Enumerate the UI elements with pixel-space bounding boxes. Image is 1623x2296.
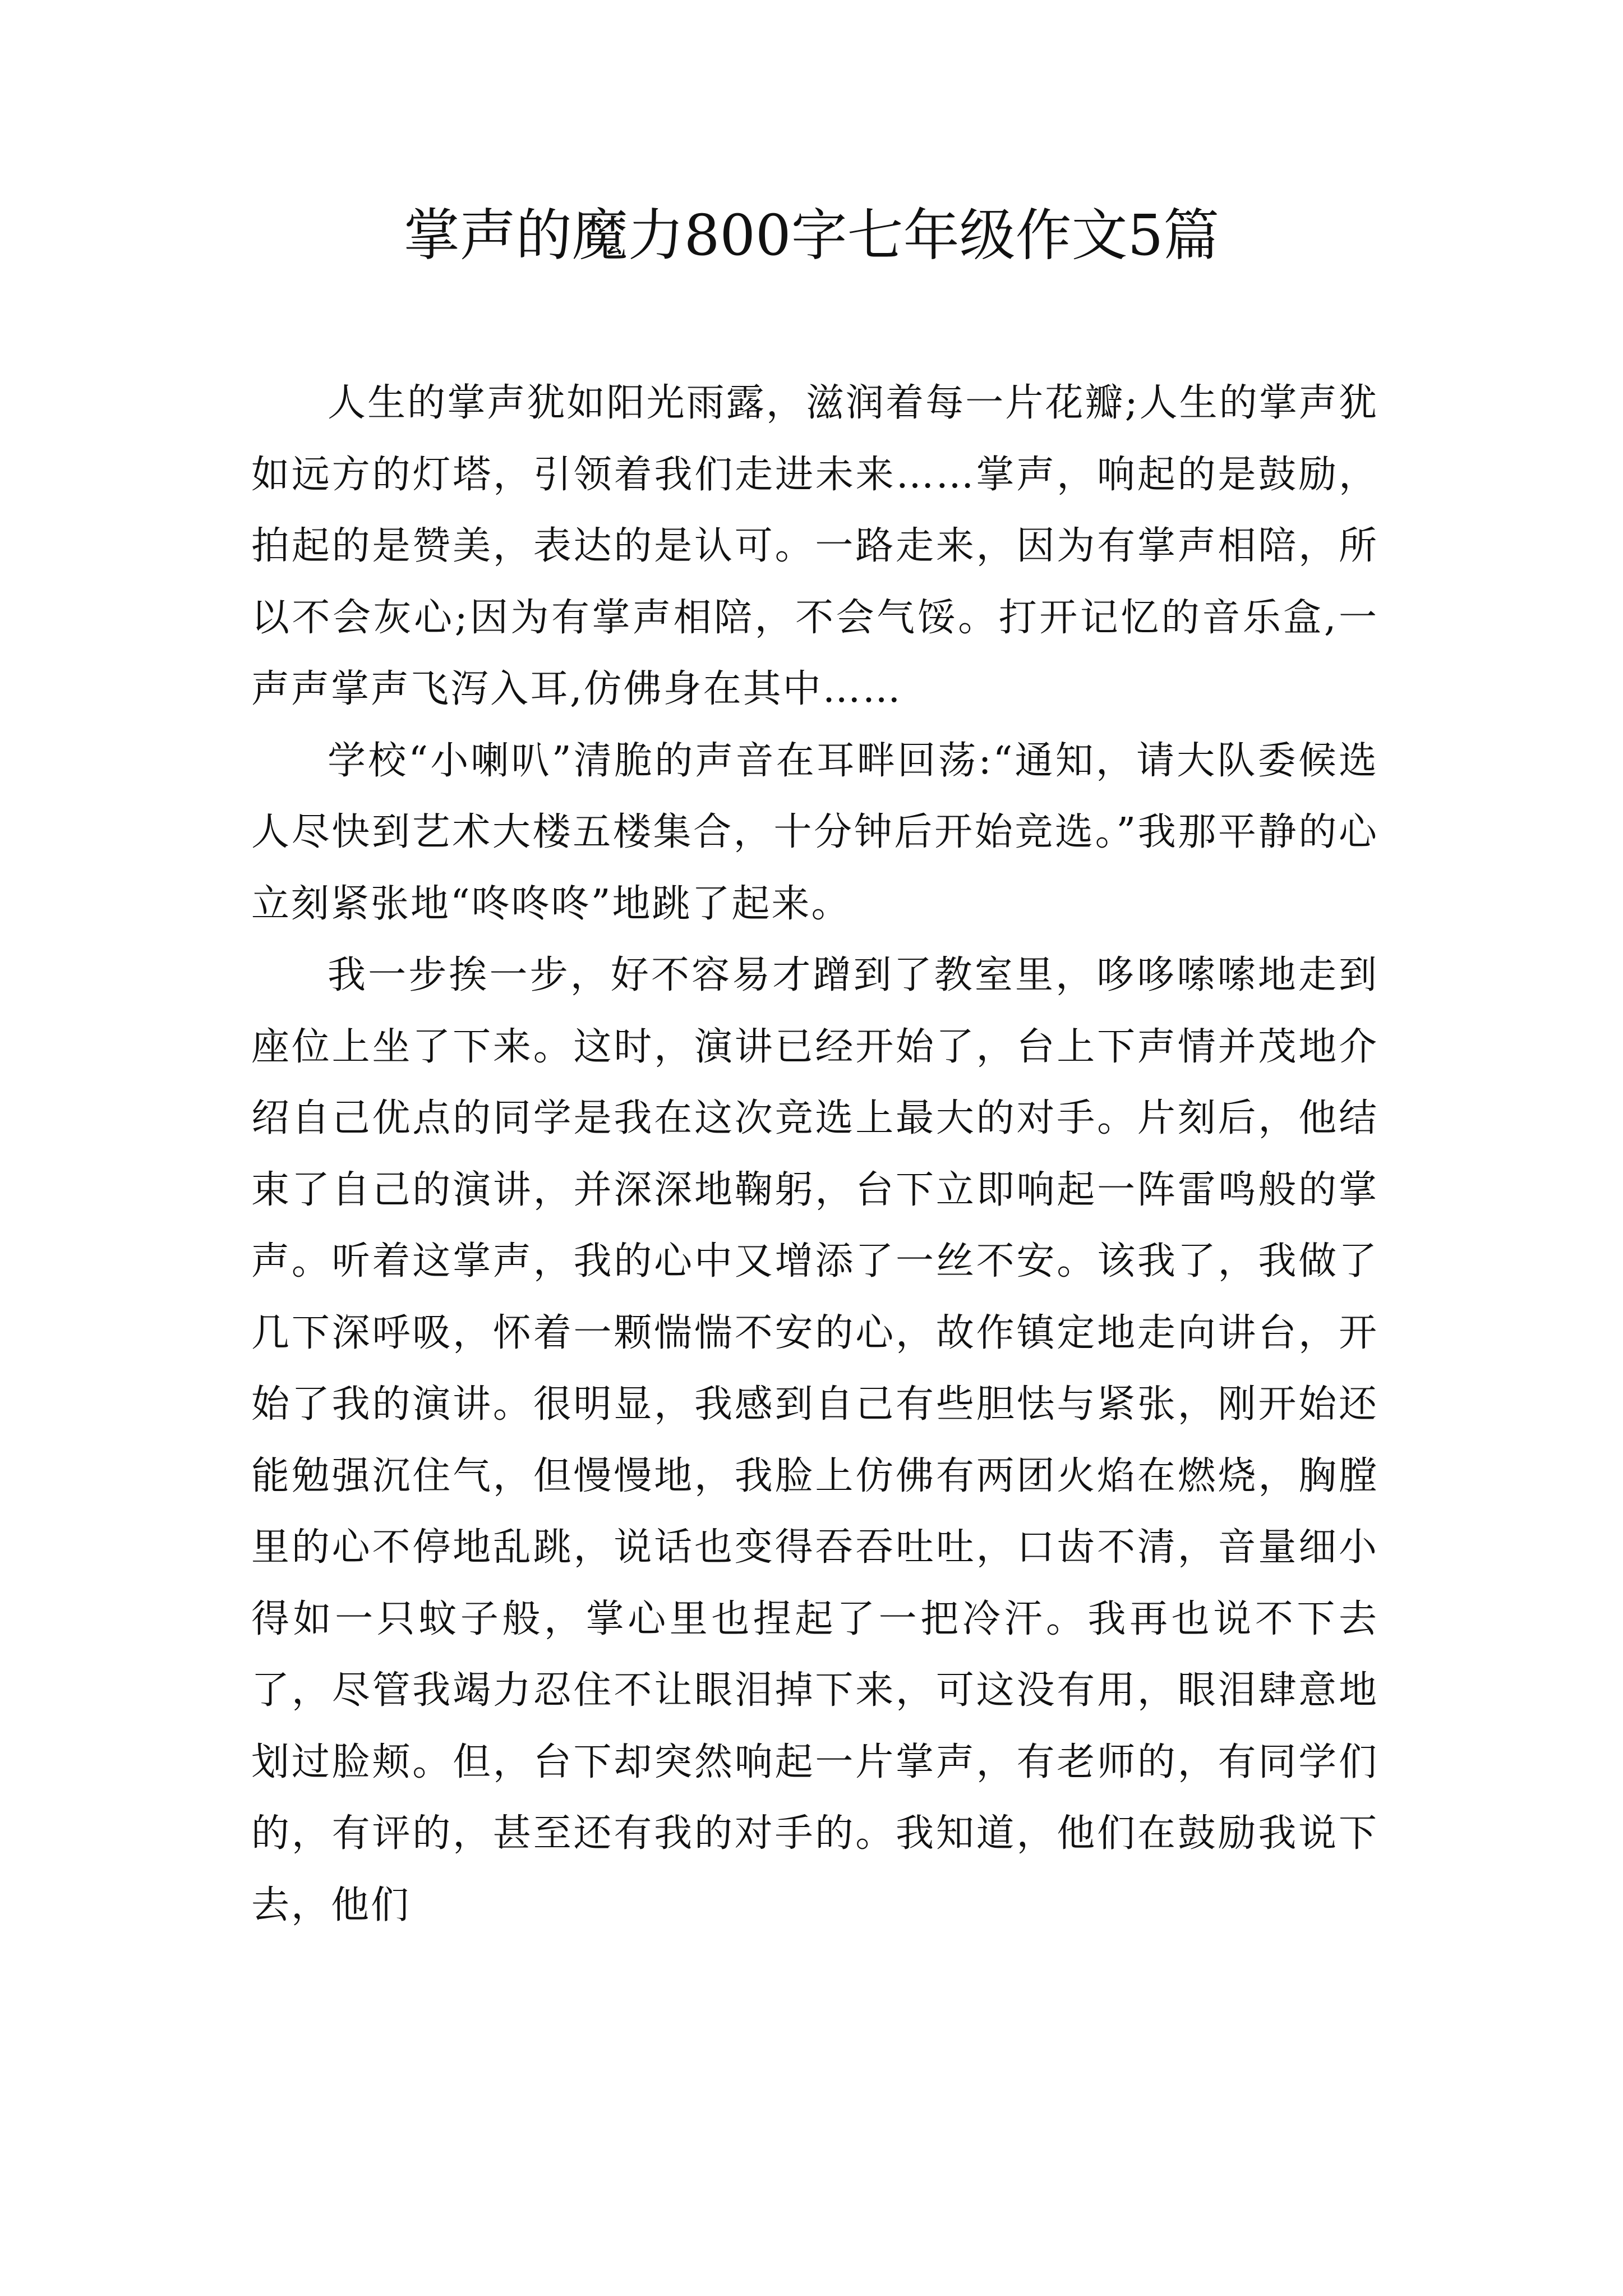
paragraph: 我一步挨一步，好不容易才蹭到了教室里，哆哆嗦嗦地走到座位上坐了下来。这时，演讲已经开始了，台上下声情并茂地介绍自己优点的同学是我在这次竞选上最大的对手。片刻后，他结束了自己的演讲，并深深地鞠躬，台下立即响起一阵雷鸣般的掌声。听着这掌声，我的心中又增添了一丝不安。该我了，我做了几下深呼吸，怀着一颗惴惴不安的心，故作镇定地走向讲台，开始了我的演讲。很明显，我感到自己有些胆怯与紧张，刚开始还能勉强沉住气，但慢慢地，我脸上仿佛有两团火焰在燃烧，胸膛里的心不停地乱跳，说话也变得吞吞吐吐，口齿不清，音量细小得如一只蚊子般，掌心里也捏起了一把冷汗。我再也说不下去了，尽管我竭力忍住不让眼泪掉下来，可这没有用，眼泪肆意地划过脸颊。但，台下却突然响起一片掌声，有老师的，有同学们的，有评的，甚至还有我的对手的。我知道，他们在鼓励我说下去，他们 <box>251 953 1378 1927</box>
document-title: 掌声的魔力800字七年级作文5篇 <box>403 203 1220 268</box>
paragraph: 人生的掌声犹如阳光雨露，滋润着每一片花瓣;人生的掌声犹如远方的灯塔，引领着我们走进未来……掌声，响起的是鼓励，拍起的是赞美，表达的是认可。一路走来，因为有掌声相陪，所以不会灰心;因为有掌声相陪，不会气馁。打开记忆的音乐盒,一声声掌声飞泻入耳,仿佛身在其中…… <box>251 381 1378 711</box>
document-body <box>251 367 1378 1941</box>
paragraph: 学校“小喇叭”清脆的声音在耳畔回荡:“通知，请大队委候选人尽快到艺术大楼五楼集合，十分钟后开始竞选。”我那平静的心立刻紧张地“咚咚咚”地跳了起来。 <box>251 738 1378 926</box>
